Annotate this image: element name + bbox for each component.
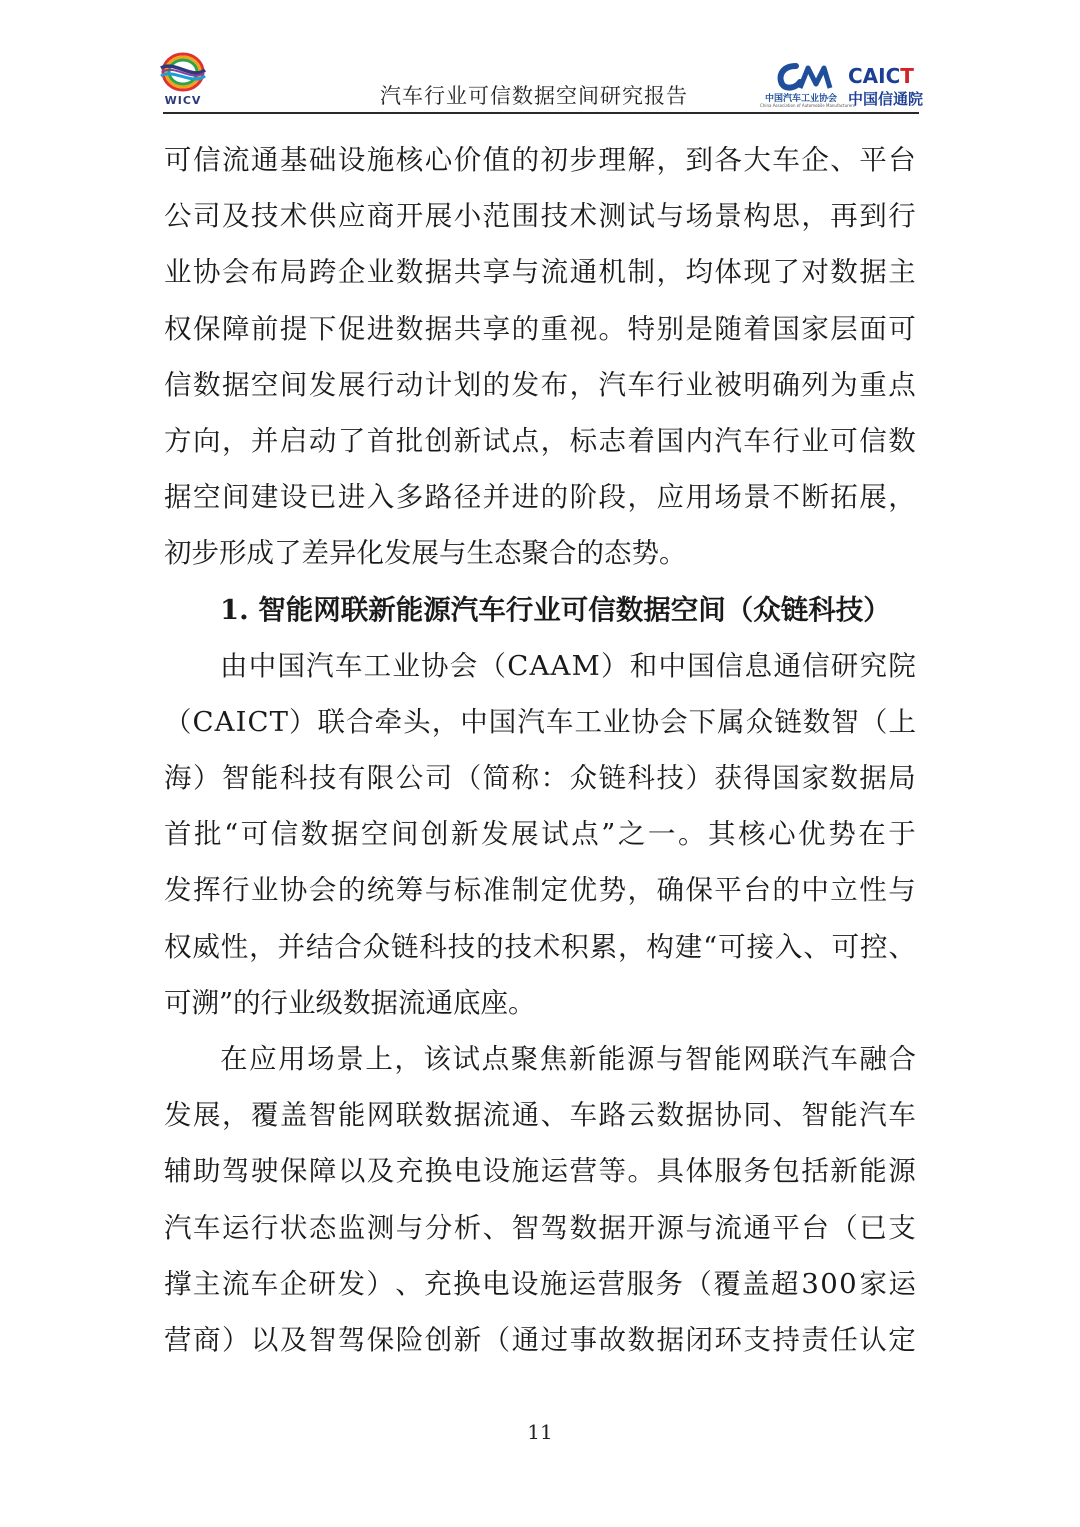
paragraph-2 (164, 638, 916, 1031)
paragraph-1 (164, 132, 916, 582)
section-heading: 1. 智能网联新能源汽车行业可信数据空间（众链科技） (220, 593, 891, 626)
caict-logo-cn: 中国信通院 (848, 90, 924, 108)
text-line: 信 数 据 空 间 发 展 行 动 计 划 的 发 布 ， 汽 车 行 业 被 明 确 列 为 重 点 (164, 368, 916, 401)
caam-logo (760, 62, 855, 110)
text-line: 可溯”的行业级数据流通底座。 (164, 986, 536, 1019)
paragraph-3 (164, 1031, 916, 1368)
caam-logo-text: 中国汽车工业协会 (764, 94, 837, 104)
text-line: 权 保 障 前 提 下 促 进 数 据 共 享 的 重 视 。 特 别 是 随 着 国 家 层 面 可 (164, 312, 916, 345)
header-divider (163, 112, 919, 114)
text-line: 据 空 间 建 设 已 进 入 多 路 径 并 进 的 阶 段 ， 应 用 场 景 不 断 拓 展 ， (164, 481, 916, 514)
text-line: 发 挥 行 业 协 会 的 统 筹 与 标 准 制 定 优 势 ， 确 保 平 台 的 中 立 性 与 (164, 874, 916, 907)
page-header (0, 0, 1080, 120)
caict-logo-en: CAICT (848, 64, 914, 88)
wicv-logo (156, 50, 210, 110)
text-line: 在 应 用 场 景 上 ， 该 试 点 聚 焦 新 能 源 与 智 能 网 联 汽 车 融 合 (220, 1043, 916, 1075)
text-line: 业 协 会 布 局 跨 企 业 数 据 共 享 与 流 通 机 制 ， 均 体 现 了 对 数 据 主 (164, 256, 916, 289)
text-line: 海 ） 智 能 科 技 有 限 公 司 （ 简 称 ： 众 链 科 技 ） 获 得 国 家 数 据 局 (164, 762, 916, 795)
caam-mark-icon (774, 62, 834, 92)
text-line: 辅 助 驾 驶 保 障 以 及 充 换 电 设 施 运 营 等 。 具 体 服 务 包 括 新 能 源 (164, 1155, 916, 1188)
text-line: 权 威 性 ， 并 结 合 众 链 科 技 的 技 术 积 累 ， 构 建 “ 可 接 入 、 可 控 、 (164, 930, 916, 963)
text-line: 初步形成了差异化发展与生态聚合的态势。 (164, 537, 687, 570)
body-content (164, 132, 916, 1368)
text-line: 营 商 ） 以 及 智 驾 保 险 创 新 （ 通 过 事 故 数 据 闭 环 支 持 责 任 认 定 (164, 1323, 916, 1356)
wicv-logo-icon (156, 50, 210, 94)
caam-logo-subtext: China Association of Automobile Manufacturers (760, 103, 855, 108)
text-line: 由 中 国 汽 车 工 业 协 会 （ C A A M ） 和 中 国 信 息 通 信 研 究 院 (220, 649, 916, 682)
text-line: （ C A I C T ） 联 合 牵 头 ， 中 国 汽 车 工 业 协 会 下 属 众 链 数 智 （ 上 (164, 705, 916, 738)
text-line: 公 司 及 技 术 供 应 商 开 展 小 范 围 技 术 测 试 与 场 景 构 思 ， 再 到 行 (164, 200, 916, 233)
caict-logo (848, 64, 924, 110)
text-line: 首 批 “ 可 信 数 据 空 间 创 新 发 展 试 点 ” 之 一 。 其 核 心 优 势 在 于 (164, 818, 916, 851)
text-line: 可 信 流 通 基 础 设 施 核 心 价 值 的 初 步 理 解 ， 到 各 大 车 企 、 平 台 (164, 144, 916, 176)
page-number: 11 (527, 1420, 553, 1444)
text-line: 撑 主 流 车 企 研 发 ） 、 充 换 电 设 施 运 营 服 务 （ 覆 盖 超 3 0 0 家 运 (164, 1267, 916, 1300)
text-line: 方 向 ， 并 启 动 了 首 批 创 新 试 点 ， 标 志 着 国 内 汽 车 行 业 可 信 数 (164, 424, 916, 457)
report-title: 汽车行业可信数据空间研究报告 (380, 84, 688, 108)
wicv-logo-text: WICV (164, 94, 202, 107)
text-line: 汽 车 运 行 状 态 监 测 与 分 析 、 智 驾 数 据 开 源 与 流 通 平 台 （ 已 支 (164, 1211, 916, 1244)
text-line: 发 展 ， 覆 盖 智 能 网 联 数 据 流 通 、 车 路 云 数 据 协 同 、 智 能 汽 车 (164, 1099, 916, 1132)
